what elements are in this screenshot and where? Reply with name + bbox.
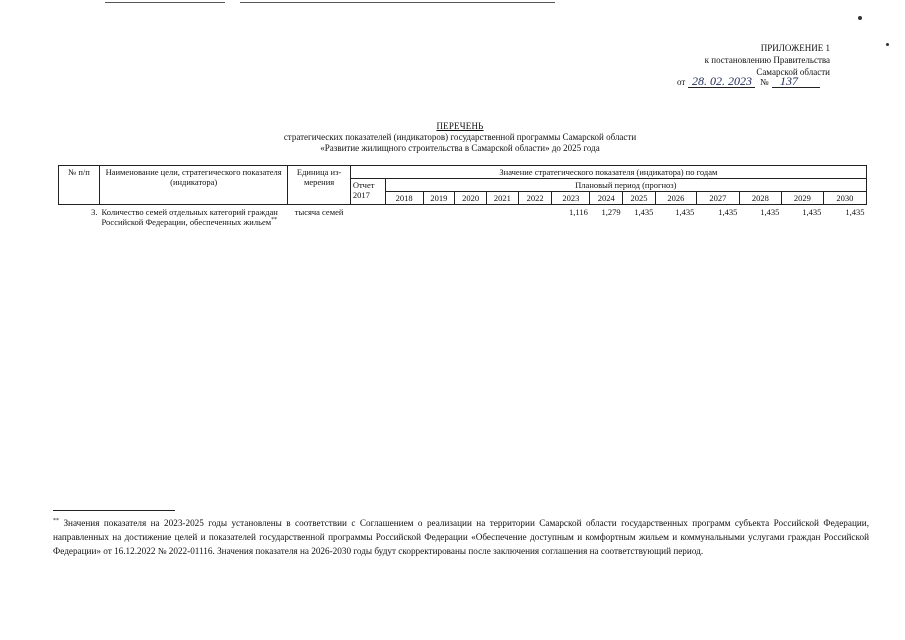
- header-year: 2026: [655, 192, 696, 205]
- value-report-2017: [350, 205, 385, 230]
- header-year: 2025: [623, 192, 656, 205]
- indicator-unit: тысяча семей: [294, 207, 344, 217]
- header-year: 2020: [455, 192, 487, 205]
- header-plan-period: Плановый период (прогноз): [385, 179, 866, 192]
- header-year: 2021: [486, 192, 518, 205]
- appendix-region: Самарской области: [756, 67, 830, 77]
- number-prefix: №: [760, 77, 769, 87]
- indicators-table: [58, 165, 867, 229]
- header-year: 2019: [423, 192, 455, 205]
- header-year: 2029: [781, 192, 823, 205]
- value-2020: [455, 205, 487, 230]
- header-report-2017: Отчет 2017: [350, 179, 385, 205]
- row-number: 3.: [91, 207, 98, 217]
- footnote-text: Значения показателя на 2023-2025 годы установлены в соответствии с Соглашением о реализации на территории Самарской области государственных программ субъекта Российской Федерации, направленных на достижение целей и показателей государственной программы Российской Федерации «Обеспечение доступным и комфортным жильем и коммунальными услугами граждан Российской Федерации» от 16.12.2022 № 2022-01116. Значения показателя на 2026-2030 годы будут скорректированы после заключения соглашения на соответствующий период.: [53, 518, 870, 556]
- top-scan-rule: [105, 2, 225, 3]
- footnote-mark: **: [53, 517, 59, 524]
- header-year: 2028: [739, 192, 781, 205]
- indicator-name: [99, 205, 287, 230]
- appendix-block: [660, 42, 830, 78]
- header-no: № п/п: [59, 166, 100, 205]
- document-title: [200, 121, 720, 154]
- title-program-name: «Развитие жилищного строительства в Самарской области» до 2025 года: [320, 143, 600, 153]
- footnote-separator: [53, 510, 175, 511]
- header-year: 2023: [552, 192, 590, 205]
- value-2019: [423, 205, 455, 230]
- value-2027: 1,435: [718, 207, 738, 217]
- value-2026: 1,435: [675, 207, 695, 217]
- decree-date-line: [677, 76, 822, 90]
- top-scan-rule: [240, 2, 555, 3]
- footnote: [53, 516, 869, 558]
- header-year: 2027: [696, 192, 739, 205]
- value-2024: 1,279: [601, 207, 621, 217]
- appendix-decree-ref: к постановлению Правительства: [704, 55, 830, 65]
- value-2022: [518, 205, 552, 230]
- value-2023: 1,116: [569, 207, 588, 217]
- header-values: Значение стратегического показателя (индикатора) по годам: [350, 166, 866, 179]
- header-year: 2024: [590, 192, 623, 205]
- indicator-footnote-mark: **: [271, 217, 278, 224]
- handwritten-date: 28. 02. 2023: [692, 74, 752, 88]
- value-2028: 1,435: [760, 207, 780, 217]
- table-row: [59, 205, 867, 230]
- value-2030: 1,435: [845, 207, 865, 217]
- handwritten-number: 137: [780, 74, 798, 88]
- header-year: 2030: [823, 192, 866, 205]
- header-year: 2022: [518, 192, 552, 205]
- value-2021: [486, 205, 518, 230]
- header-name: Наименование цели, стратегического показателя (индикатора): [99, 166, 287, 205]
- value-2029: 1,435: [802, 207, 822, 217]
- indicator-name-text: Количество семей отдельных категорий граждан Российской Федерации, обеспеченных жильем: [101, 207, 278, 227]
- header-year: 2018: [385, 192, 423, 205]
- title-subtitle: стратегических показателей (индикаторов) государственной программы Самарской области: [283, 132, 637, 142]
- appendix-label: ПРИЛОЖЕНИЕ 1: [760, 43, 830, 53]
- header-unit: Единица из- мерения: [288, 166, 350, 205]
- scan-speck: [858, 16, 862, 20]
- date-prefix: от: [677, 77, 686, 87]
- title-heading: ПЕРЕЧЕНЬ: [436, 121, 484, 131]
- value-2018: [385, 205, 423, 230]
- scan-speck: [886, 43, 889, 46]
- value-2025: 1,435: [634, 207, 654, 217]
